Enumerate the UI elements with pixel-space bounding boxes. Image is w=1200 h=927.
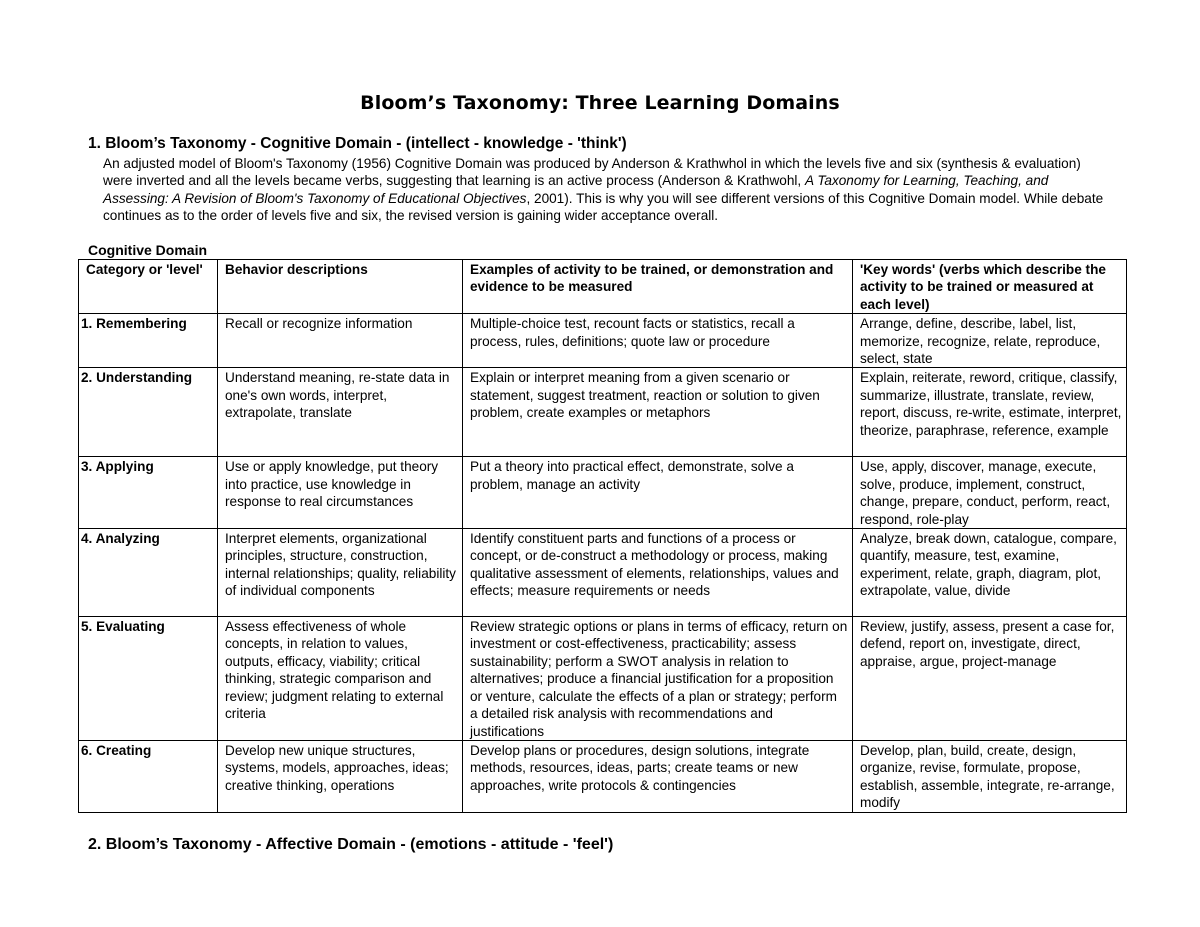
level-cell: 1. Remembering bbox=[79, 314, 218, 368]
table-caption: Cognitive Domain bbox=[88, 242, 208, 258]
keywords-cell: Review, justify, assess, present a case for, defend, report on, investigate, direct, appraise, argue, project-manage bbox=[853, 617, 1127, 741]
keywords-cell: Analyze, break down, catalogue, compare, quantify, measure, test, examine, experiment, relate, graph, diagram, plot, extrapolate, value, divide bbox=[853, 529, 1127, 617]
level-cell: 6. Creating bbox=[79, 740, 218, 812]
behavior-cell: Assess effectiveness of whole concepts, in relation to values, outputs, efficacy, viability; critical thinking, strategic comparison and review; judgment relating to external criteria bbox=[218, 617, 463, 741]
keywords-cell: Arrange, define, describe, label, list, memorize, recognize, relate, reproduce, select, state bbox=[853, 314, 1127, 368]
intro-citation: A Taxonomy for Learning, Teaching, and Assessing: A Revision of Bloom's Taxonomy of Educational Objectives bbox=[103, 173, 1049, 206]
examples-cell: Explain or interpret meaning from a given scenario or statement, suggest treatment, reaction or solution to given problem, create examples or metaphors bbox=[463, 368, 853, 457]
keywords-cell: Develop, plan, build, create, design, organize, revise, formulate, propose, establish, assemble, integrate, re-arrange, modify bbox=[853, 740, 1127, 812]
section-1-heading: 1. Bloom’s Taxonomy - Cognitive Domain - (intellect - knowledge - 'think') bbox=[88, 135, 627, 152]
intro-text-part2: , 2001). This is why you will see different versions of this Cognitive Domain model. While debate continues as to the order of levels five and six, the revised version is gaining wider acceptance overall. bbox=[103, 190, 1104, 224]
header-category: Category or 'level' bbox=[79, 260, 218, 314]
document-title: Bloom’s Taxonomy: Three Learning Domains bbox=[360, 92, 840, 114]
level-cell: 4. Analyzing bbox=[79, 529, 218, 617]
section-1-intro bbox=[103, 155, 1113, 225]
table-row bbox=[79, 368, 1127, 457]
examples-cell: Multiple-choice test, recount facts or statistics, recall a process, rules, definitions; quote law or procedure bbox=[463, 314, 853, 368]
table-row bbox=[79, 740, 1127, 812]
keywords-cell: Explain, reiterate, reword, critique, classify, summarize, illustrate, translate, review, report, discuss, re-write, estimate, interpret, theorize, paraphrase, reference, example bbox=[853, 368, 1127, 457]
level-cell: 2. Understanding bbox=[79, 368, 218, 457]
examples-cell: Review strategic options or plans in terms of efficacy, return on investment or cost-effectiveness, practicability; assess sustainability; perform a SWOT analysis in relation to alternatives; produce a financial justification for a proposition or venture, calculate the effects of a plan or strategy; perform a detailed risk analysis with recommendations and justifications bbox=[463, 617, 853, 741]
examples-cell: Identify constituent parts and functions of a process or concept, or de-construct a methodology or process, making qualitative assessment of elements, relationships, values and effects; measure requirements or needs bbox=[463, 529, 853, 617]
behavior-cell: Understand meaning, re-state data in one's own words, interpret, extrapolate, translate bbox=[218, 368, 463, 457]
keywords-cell: Use, apply, discover, manage, execute, solve, produce, implement, construct, change, prepare, conduct, perform, react, respond, role-play bbox=[853, 457, 1127, 529]
behavior-cell: Interpret elements, organizational principles, structure, construction, internal relationships; quality, reliability of individual components bbox=[218, 529, 463, 617]
table-row bbox=[79, 457, 1127, 529]
header-examples: Examples of activity to be trained, or demonstration and evidence to be measured bbox=[463, 260, 853, 314]
cognitive-domain-table bbox=[78, 259, 1127, 813]
section-2-heading: 2. Bloom’s Taxonomy - Affective Domain - (emotions - attitude - 'feel') bbox=[88, 836, 614, 853]
header-keywords: 'Key words' (verbs which describe the activity to be trained or measured at each level) bbox=[853, 260, 1127, 314]
table-header-row bbox=[79, 260, 1127, 314]
level-cell: 3. Applying bbox=[79, 457, 218, 529]
table-row bbox=[79, 314, 1127, 368]
intro-text-part1: An adjusted model of Bloom's Taxonomy (1956) Cognitive Domain was produced by Anderson & Krathwhol in which the levels five and six (synthesis & evaluation) were inverted and all the levels became verbs, suggesting that learning is an active process (Anderson & Krathwohl, bbox=[103, 156, 1081, 189]
examples-cell: Develop plans or procedures, design solutions, integrate methods, resources, ideas, parts; create teams or new approaches, write protocols & contingencies bbox=[463, 740, 853, 812]
header-behavior: Behavior descriptions bbox=[218, 260, 463, 314]
table-row bbox=[79, 529, 1127, 617]
table-row bbox=[79, 617, 1127, 741]
behavior-cell: Recall or recognize information bbox=[218, 314, 463, 368]
behavior-cell: Develop new unique structures, systems, models, approaches, ideas; creative thinking, operations bbox=[218, 740, 463, 812]
behavior-cell: Use or apply knowledge, put theory into practice, use knowledge in response to real circumstances bbox=[218, 457, 463, 529]
examples-cell: Put a theory into practical effect, demonstrate, solve a problem, manage an activity bbox=[463, 457, 853, 529]
level-cell: 5. Evaluating bbox=[79, 617, 218, 741]
